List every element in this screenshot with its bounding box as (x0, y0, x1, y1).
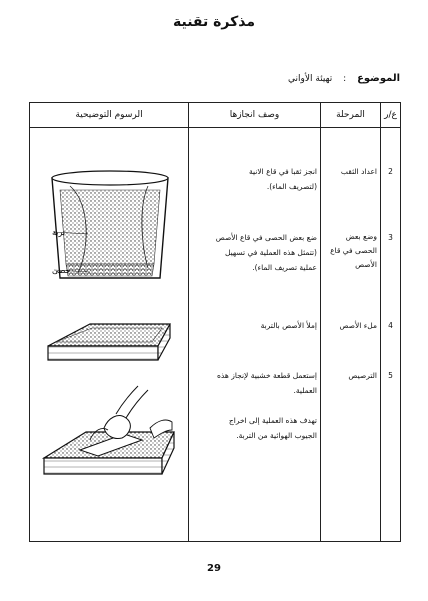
pot-illustration (52, 171, 168, 278)
description-line: (لتصريف الماء). (266, 182, 317, 191)
row-5-num: 5 (388, 371, 393, 380)
description-line: تهدف هذه العملية إلى اخراج (228, 416, 317, 425)
soil-label: تربة (52, 228, 66, 237)
row-3-num: 3 (388, 233, 393, 242)
topic-separator: : (343, 74, 347, 84)
description-line: الجيوب الهوائية من التربة. (236, 431, 317, 440)
num-column (381, 128, 401, 542)
table-body-row (30, 128, 401, 542)
description-line: إستعمل قطعة خشبية لإنجاز هذه (217, 371, 317, 380)
description-line: انجز ثقبا في قاع الانية (248, 167, 317, 176)
header-num: ع/ر (381, 103, 401, 128)
gravel-label: حصى (52, 266, 71, 275)
row-2-stage: اعداد الثقب (340, 167, 377, 176)
topic-value: تهيئة الأواني (288, 74, 333, 84)
description-line: ضع بعض الحصى في قاع الأصص (215, 233, 317, 242)
row-5-description (189, 368, 320, 443)
row-4-num: 4 (388, 321, 393, 330)
row-4-stage: ملء الأصص (339, 321, 377, 330)
page-number: 29 (207, 563, 221, 574)
row-3-description (189, 230, 320, 275)
topic-label: الموضوع (357, 73, 400, 84)
description-line: (تتمثل هذه العملية في تسهيل (224, 248, 317, 257)
header-stage: المرحلة (321, 103, 381, 128)
description-column (189, 128, 321, 542)
description-line (192, 398, 317, 413)
row-2-num: 2 (388, 167, 393, 176)
row-2-description (189, 164, 320, 194)
drawings-column (30, 128, 189, 542)
description-line: إملأ الأصص بالتربة (260, 321, 317, 330)
header-description: وصف انجازها (189, 103, 321, 128)
row-5-stage: الترصيص (348, 371, 377, 380)
tray-illustration (48, 324, 170, 360)
illustrations (30, 128, 188, 538)
description-line: العملية. (293, 386, 317, 395)
tamping-illustration (44, 386, 174, 474)
row-3-stage: وضع بعض الحصى في قاع الأصص (330, 232, 377, 269)
technical-table (29, 102, 401, 542)
stage-column (321, 128, 381, 542)
topic-row (80, 73, 400, 84)
row-4-description (189, 318, 320, 333)
page-title: مذكرة تقنية (173, 14, 255, 30)
description-line: عملية تصريف الماء). (252, 263, 317, 272)
table-header-row (30, 103, 401, 128)
header-drawings: الرسوم التوضيحية (30, 103, 189, 128)
